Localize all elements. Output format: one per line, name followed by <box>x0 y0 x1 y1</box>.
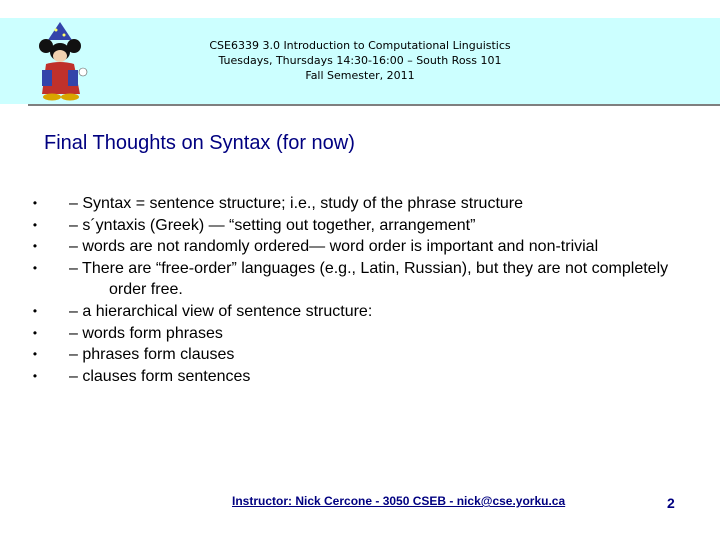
bullet-text: – phrases form clauses <box>69 346 235 364</box>
bullet-text: – words are not randomly ordered— word order is important and non-trivial <box>69 238 599 256</box>
slide-title: Final Thoughts on Syntax (for now) <box>44 132 355 154</box>
course-info <box>130 38 590 83</box>
bullet-item <box>28 366 688 388</box>
bullet-text: – clauses form sentences <box>69 367 251 385</box>
bullet-marker: • <box>32 196 38 210</box>
bullet-marker: • <box>32 303 38 318</box>
instructor-footer[interactable]: Instructor: Nick Cercone - 3050 CSEB - nick@cse.yorku.ca <box>232 494 566 508</box>
bullet-marker: • <box>32 325 38 340</box>
bullet-marker: • <box>32 239 38 254</box>
bullet-item <box>28 323 688 345</box>
bullet-text: – words form phrases <box>69 324 223 342</box>
bullet-text: – s´yntaxis (Greek) — “setting out together, arrangement” <box>69 216 476 234</box>
bullet-marker: • <box>32 260 38 275</box>
bullet-marker: • <box>32 217 38 232</box>
bullet-item <box>28 258 688 301</box>
page-number: 2 <box>667 495 675 511</box>
bullet-marker: • <box>32 347 38 362</box>
bullet-list <box>28 193 688 387</box>
course-schedule: Tuesdays, Thursdays 14:30-16:00 – South Ross 101 <box>218 54 502 67</box>
bullet-text: – Syntax = sentence structure; i.e., study of the phrase structure <box>69 195 524 212</box>
bullet-item <box>28 215 688 237</box>
bullet-item <box>28 344 688 366</box>
course-title: CSE6339 3.0 Introduction to Computational Linguistics <box>209 39 511 52</box>
bullet-item <box>28 301 688 323</box>
course-semester: Fall Semester, 2011 <box>305 69 415 82</box>
bullet-marker: • <box>32 368 38 383</box>
header-divider <box>28 104 720 106</box>
bullet-item <box>28 193 688 215</box>
bullet-text: – a hierarchical view of sentence structure: <box>69 302 373 320</box>
wizard-mouse-icon <box>34 20 96 102</box>
bullet-text: – There are “free-order” languages (e.g., Latin, Russian), but they are not completely order free. <box>69 259 669 299</box>
bullet-item <box>28 236 688 258</box>
